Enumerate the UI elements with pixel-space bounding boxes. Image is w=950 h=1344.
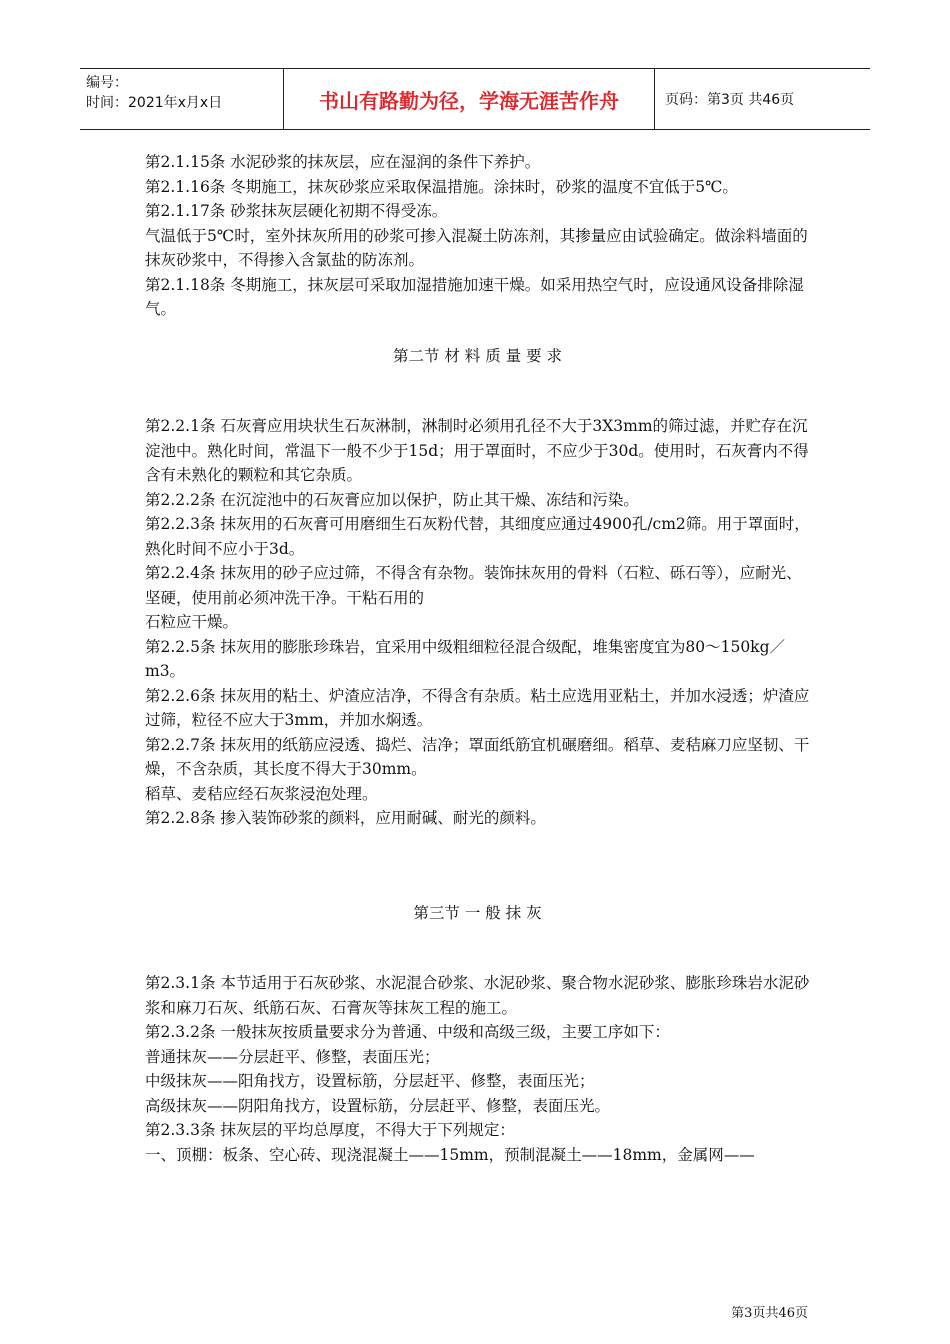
paragraph: 稻草、麦秸应经石灰浆浸泡处理。 — [145, 784, 378, 803]
paragraph: 第2.2.8条 掺入装饰砂浆的颜料，应用耐碱、耐光的颜料。 — [145, 809, 546, 827]
section-heading: 第二节 材 料 质 量 要 求 — [392, 346, 563, 365]
paragraph: 第2.2.4条 抹灰用的砂子应过筛，不得含有杂物。装饰抹灰用的骨料（石粒、砾石等），应耐光、坚硬，使用前必须冲洗干净。干粘石用的 — [145, 564, 802, 607]
paragraph: 第2.2.6条 抹灰用的粘土、炉渣应洁净，不得含有杂质。粘土应选用亚粘土，并加水浸透；炉渣应过筛，粒径不应大于3mm，并加水焖透。 — [145, 686, 810, 729]
paragraph: 第2.1.18条 冬期施工，抹灰层可采取加湿措施加速干燥。如采用热空气时，应设通风设备排除湿气。 — [145, 275, 804, 318]
section-heading: 第三节 一 般 抹 灰 — [413, 903, 542, 922]
document-body — [145, 150, 810, 1167]
paragraph: 第2.3.2条 一般抹灰按质量要求分为普通、中级和高级三级，主要工序如下： — [145, 1023, 670, 1041]
paragraph: 第2.1.17条 砂浆抹灰层硬化初期不得受冻。 — [145, 202, 448, 220]
paragraph: 第2.2.7条 抹灰用的纸筋应浸透、捣烂、洁净；罩面纸筋宜机碾磨细。稻草、麦秸麻刀应坚韧、干燥，不含杂质，其长度不得大于30mm。 — [145, 735, 810, 778]
paragraph: 第2.2.1条 石灰膏应用块状生石灰淋制，淋制时必须用孔径不大于3X3mm的筛过滤，并贮存在沉淀池中。熟化时间，常温下一般不少于15d；用于罩面时，不应少于30d。使用时，石灰膏内不得含有未熟化的颗粒和其它杂质。 — [145, 417, 809, 484]
paragraph: 一、顶棚：板条、空心砖、现浇混凝土——15mm，预制混凝土——18mm，金属网—— — [145, 1145, 755, 1164]
header-meta — [80, 69, 284, 129]
paragraph: 第2.2.2条 在沉淀池中的石灰膏应加以保护，防止其干燥、冻结和污染。 — [145, 490, 639, 509]
paragraph: 第2.3.1条 本节适用于石灰砂浆、水泥混合砂浆、水泥砂浆、聚合物水泥砂浆、膨胀珍珠岩水泥砂浆和麻刀石灰、纸筋石灰、石膏灰等抹灰工程的施工。 — [145, 974, 810, 1017]
paragraph: 普通抹灰——分层赶平、修整，表面压光； — [145, 1047, 440, 1066]
page-footer: 第3页共46页 — [731, 1306, 808, 1321]
paragraph: 第2.2.3条 抹灰用的石灰膏可用磨细生石灰粉代替，其细度应通过4900孔/cm2筛。用于罩面时，熟化时间不应小于3d。 — [145, 515, 810, 558]
paragraph: 气温低于5℃时，室外抹灰所用的砂浆可掺入混凝土防冻剂，其掺量应由试验确定。做涂料墙面的抹灰砂浆中，不得掺入含氯盐的防冻剂。 — [145, 226, 808, 269]
paragraph: 石粒应干燥。 — [145, 613, 239, 631]
paragraph: 高级抹灰——阴阳角找方，设置标筋，分层赶平、修整，表面压光。 — [145, 1096, 611, 1115]
page-header — [80, 68, 870, 130]
header-page-info: 页码：第3页 共46页 — [665, 92, 795, 108]
paragraph: 中级抹灰——阳角找方，设置标筋，分层赶平、修整，表面压光； — [145, 1072, 595, 1090]
paragraph: 第2.2.5条 抹灰用的膨胀珍珠岩，宜采用中级粗细粒径混合级配，堆集密度宜为80～150kg／m3。 — [145, 637, 785, 680]
document-number-label: 编号： — [86, 75, 128, 91]
document-time-label: 时间：2021年x月x日 — [86, 95, 223, 111]
header-motto: 书山有路勤为径，学海无涯苦作舟 — [284, 69, 655, 129]
paragraph: 第2.1.15条 水泥砂浆的抹灰层，应在湿润的条件下养护。 — [145, 153, 541, 171]
paragraph: 第2.3.3条 抹灰层的平均总厚度，不得大于下列规定： — [145, 1121, 515, 1139]
paragraph: 第2.1.16条 冬期施工，抹灰砂浆应采取保温措施。涂抹时，砂浆的温度不宜低于5℃。 — [145, 177, 738, 196]
